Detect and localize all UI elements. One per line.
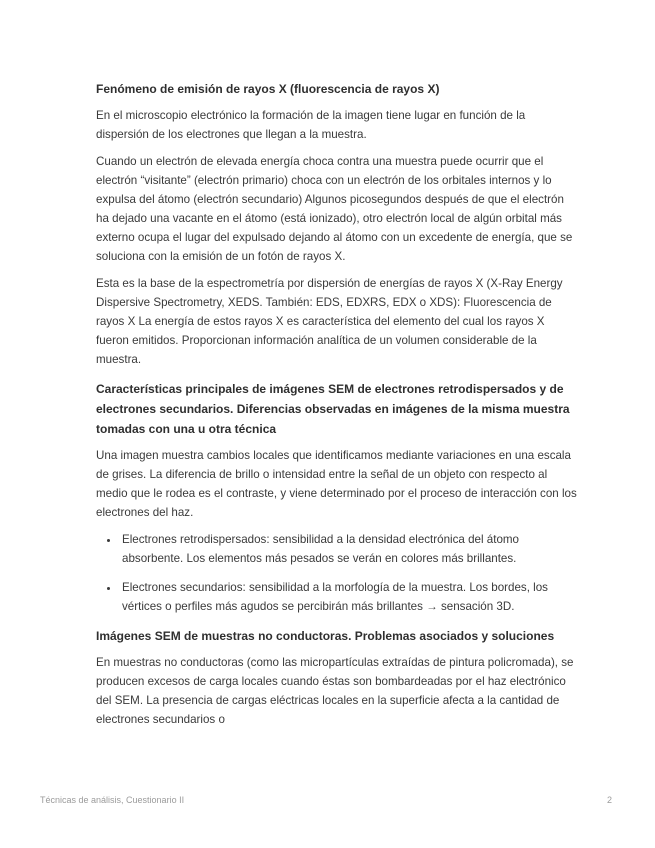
page-number: 2 xyxy=(606,795,612,805)
bullet-list xyxy=(96,530,577,616)
footer-document-title: Técnicas de análisis, Cuestionario II xyxy=(40,795,185,805)
list-item-secondary-electrons: • Electrones secundarios: sensibilidad a la morfología de la muestra. Los bordes, los vértices o perfiles más agudos se percibirán más brillantes → sensación 3D. xyxy=(120,578,577,616)
paragraph-charge-buildup: En muestras no conductoras (como las micropartículas extraídas de pintura policromada), se producen excesos de carga locales cuando éstas son bombardeadas por el haz electrónico del SEM. La presencia de cargas eléctricas locales en la superficie afecta a la cantidad de electrones secundarios o xyxy=(96,656,574,726)
document-body xyxy=(96,79,577,737)
heading-xray-emission: Fenómeno de emisión de rayos X (fluorescencia de rayos X) xyxy=(96,82,440,96)
paragraph-xeds-spectrometry: Esta es la base de la espectrometría por dispersión de energías de rayos X (X-Ray Energy Dispersive Spectrometry, XEDS. También: EDS, EDXRS, EDX o XDS): Fluorescencia de rayos X La energía de estos rayos X es característica del elemento del cual los rayos X fueron emitidos. Proporcionan información analítica de un volumen considerable de la muestra. xyxy=(96,277,563,366)
page-footer xyxy=(40,794,612,806)
paragraph-image-contrast: Una imagen muestra cambios locales que identificamos mediante variaciones en una escala de grises. La diferencia de brillo o intensidad entre la señal de un objeto con respecto al medio que le rodea es el contraste, y viene determinado por el proceso de interacción con los electrones del haz. xyxy=(96,449,577,519)
paragraph-image-formation: En el microscopio electrónico la formación de la imagen tiene lugar en función de la dispersión de los electrones que llegan a la muestra. xyxy=(96,109,526,141)
heading-non-conductive-samples: Imágenes SEM de muestras no conductoras. Problemas asociados y soluciones xyxy=(96,629,555,643)
paragraph-electron-collision: Cuando un electrón de elevada energía choca contra una muestra puede ocurrir que el electrón “visitante” (electrón primario) choca con un electrón de los orbitales internos y lo expulsa del átomo (electrón secundario) Algunos picosegundos después de que el electrón ha dejado una vacante en el átomo (está ionizado), otro electrón local de algún orbital más externo ocupa el lugar del expulsado dejando al átomo con un excedente de energía, que se soluciona con la emisión de un fotón de rayos X. xyxy=(96,155,573,263)
list-item-backscattered-electrons: • Electrones retrodispersados: sensibilidad a la densidad electrónica del átomo absorbente. Los elementos más pesados se verán en colores más brillantes. xyxy=(120,530,577,568)
heading-sem-characteristics: Características principales de imágenes SEM de electrones retrodispersados y de electrones secundarios. Diferencias observadas en imágenes de la misma muestra tomadas con una u otra técnica xyxy=(96,382,570,436)
